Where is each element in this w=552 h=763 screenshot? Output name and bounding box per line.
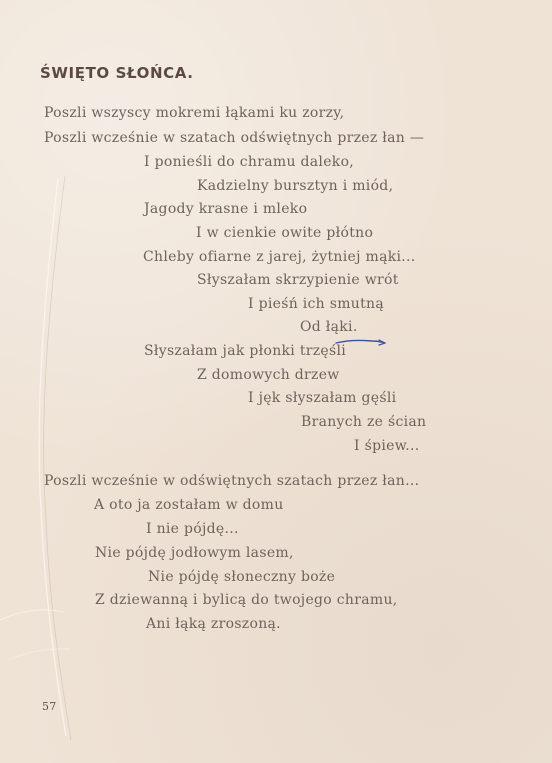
poem-line: I ponieśli do chramu daleko, xyxy=(144,154,355,170)
poem-line: Poszli wcześnie w odświętnych szatach przez łan... xyxy=(44,473,420,489)
poem-line: A oto ja zostałam w domu xyxy=(94,497,284,513)
poem-line: I pieśń ich smutną xyxy=(248,296,385,312)
poem-line: I w cienkie owite płótno xyxy=(196,225,374,241)
poem-line: Słyszałam jak płonki trzęśli xyxy=(144,343,347,359)
poem-line: Nie pójdę jodłowym lasem, xyxy=(95,545,294,561)
poem-line: I śpiew... xyxy=(354,438,420,454)
poem-line: Poszli wszyscy mokremi łąkami ku zorzy, xyxy=(44,105,345,121)
poem-line: Słyszałam skrzypienie wrót xyxy=(197,272,399,288)
poem-title: ŚWIĘTO SŁOŃCA. xyxy=(40,64,194,82)
poem-line: Chleby ofiarne z jarej, żytniej mąki... xyxy=(143,249,416,265)
poem-line: Z domowych drzew xyxy=(197,367,340,383)
poem-line: Ani łąką zroszoną. xyxy=(146,616,281,632)
page-number: 57 xyxy=(42,700,57,713)
poem-line: Z dziewanną i bylicą do twojego chramu, xyxy=(95,592,398,608)
poem-line: I nie pójdę... xyxy=(146,521,239,537)
poem-line: Od łąki. xyxy=(300,319,358,335)
poem-line: Kadzielny bursztyn i miód, xyxy=(197,178,394,194)
poem-line: I jęk słyszałam gęśli xyxy=(248,390,397,406)
poem-line: Branych ze ścian xyxy=(301,414,427,430)
poem-line: Nie pójdę słoneczny boże xyxy=(148,569,336,585)
poem-line: Jagody krasne i mleko xyxy=(144,201,308,217)
blue-pen-annotation xyxy=(334,338,387,346)
poem-line: Poszli wcześnie w szatach odświętnych przez łan — xyxy=(44,130,425,146)
